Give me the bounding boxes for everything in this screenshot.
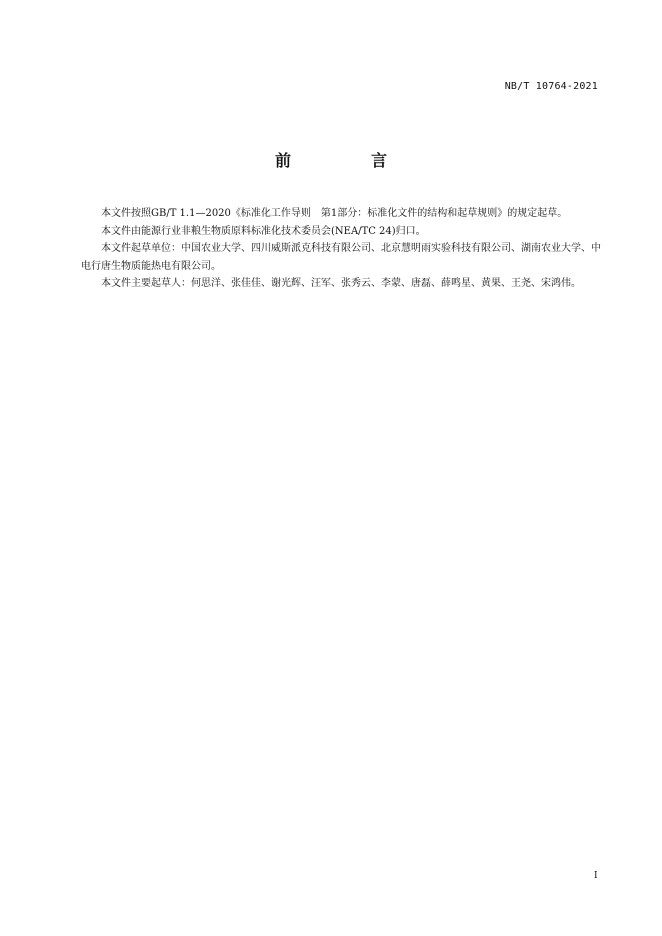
page-title: 前 言 (274, 151, 419, 170)
standard-number: NB/T 10764-2021 (504, 81, 598, 92)
paragraph-drafting-rules: 本文件按照GB/T 1.1—2020《标准化工作导则 第1部分：标准化文件的结构和起草规则》的规定起草。 (101, 208, 568, 219)
paragraph-centralized-by: 本文件由能源行业非粮生物质原料标准化技术委员会(NEA/TC 24)归口。 (101, 225, 426, 237)
paragraph-drafting-units: 本文件起草单位：中国农业大学、四川威斯派克科技有限公司、北京慧明雨实验科技有限公司、湖南农业大学、中电行唐生物质能热电有限公司。 (81, 243, 601, 272)
page-number: I (594, 871, 598, 881)
document-body (81, 205, 601, 293)
paragraph-drafters: 本文件主要起草人：何思洋、张佳佳、谢光辉、汪军、张秀云、李蒙、唐磊、薛鸣星、黄果、王尧、宋鸿伟。 (101, 278, 581, 289)
